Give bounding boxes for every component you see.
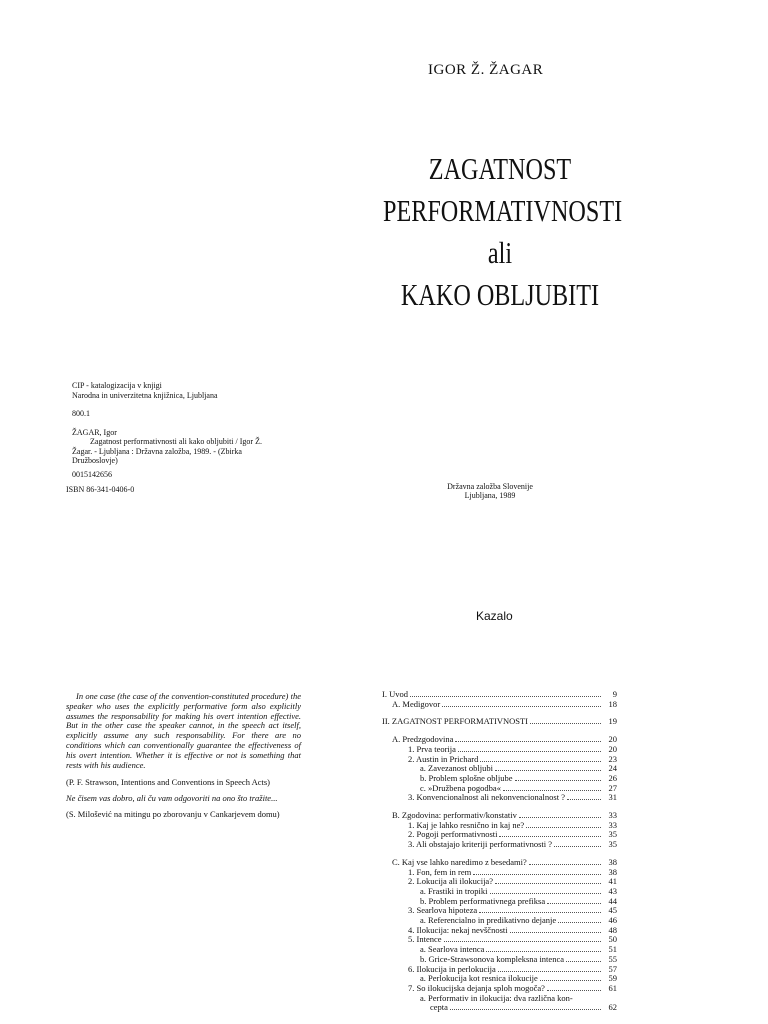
- toc-entry-page: 46: [608, 915, 617, 926]
- cip-line: CIP - katalogizacija v knjigi: [72, 381, 162, 390]
- toc-entry-title: 3. Konvencionalnost ali nekonvencionalnost ?: [408, 792, 565, 803]
- toc-dot-leader: [510, 931, 601, 933]
- toc-entry-page: 24: [608, 763, 617, 774]
- toc-entry-page: 33: [608, 810, 617, 821]
- toc-dot-leader: [495, 882, 601, 884]
- toc-dot-leader: [529, 863, 601, 865]
- toc-entry: [382, 793, 617, 803]
- toc-dot-leader: [547, 989, 601, 991]
- toc-entry-page: 45: [608, 905, 617, 916]
- toc-entry-title: b. Grice-Strawsonova kompleksna intenca: [420, 953, 564, 964]
- toc-entry: [382, 717, 617, 727]
- toc-dot-leader: [530, 722, 601, 724]
- toc-entry-title: cepta: [430, 1002, 448, 1013]
- toc-entry-page: 35: [608, 839, 617, 850]
- toc-dot-leader: [519, 816, 601, 818]
- toc-entry-title: 5. Intence: [408, 934, 442, 945]
- toc-entry-page: 38: [608, 856, 617, 867]
- toc-dot-leader: [515, 779, 601, 781]
- cip-number: 0015142656: [72, 469, 112, 479]
- epigraph-slovene: Ne čisem vas dobro, ali ču vam odgovoriti na ono što tražite...: [66, 793, 278, 804]
- epigraph-quote: In one case (the case of the convention-constituted procedure) the speaker who uses the explicitly performative form also explicitly assumes the responsability for making his overt intention effective. But in the other case the speaker cannot, in the speech act itself, explicitly assume any such responsability. For there are no conditions which can conventionally guarantee the effectiveness of his overt intention. Whether it is effective or not is something that rests with his audience.: [66, 691, 301, 770]
- toc-entry-title: 2. Lokucija ali ilokucija?: [408, 876, 493, 887]
- toc-entry-title: 2. Austin in Prichard: [408, 753, 479, 764]
- toc-entry-page: 48: [608, 924, 617, 935]
- toc-entry-title: 1. Kaj je lahko resnično in kaj ne?: [408, 819, 525, 830]
- toc-entry-title: 1. Fon, fem in rem: [408, 866, 472, 877]
- toc-entry-title: C. Kaj vse lahko naredimo z besedami?: [392, 856, 527, 867]
- toc-entry-title: B. Zgodovina: performativ/konstativ: [392, 810, 517, 821]
- toc-dot-leader: [495, 769, 601, 771]
- title-line: ali: [487, 235, 513, 270]
- toc-entry-page: 61: [608, 982, 617, 993]
- toc-entry: [382, 840, 617, 850]
- toc-dot-leader: [444, 940, 601, 942]
- toc-dot-leader: [547, 902, 601, 904]
- toc-entry-page: 27: [608, 782, 617, 793]
- toc-entry-title: 2. Pogoji performativnosti: [408, 829, 498, 840]
- toc-dot-leader: [480, 760, 601, 762]
- toc-entry-page: 19: [608, 716, 617, 727]
- cip-desc: Družboslovje): [72, 456, 118, 465]
- toc-dot-leader: [490, 892, 601, 894]
- contents-title: Kazalo: [476, 609, 513, 623]
- toc-dot-leader: [575, 1000, 601, 1001]
- toc-entry-title: a. Referencialno in predikativno dejanje: [420, 915, 557, 926]
- toc-entry-title: II. ZAGATNOST PERFORMATIVNOSTI: [382, 716, 529, 727]
- toc-entry: [382, 1003, 617, 1013]
- toc-entry-page: 57: [608, 963, 617, 974]
- toc-dot-leader: [503, 789, 601, 791]
- toc-entry-page: 43: [608, 885, 617, 896]
- publisher-info: [430, 482, 550, 500]
- toc-entry-title: b. Problem performativnega prefiksa: [420, 895, 546, 906]
- toc-entry-page: 55: [608, 953, 617, 964]
- toc-entry-page: 20: [608, 734, 617, 745]
- toc-entry-page: 26: [608, 772, 617, 783]
- toc-entry-title: 7. So ilokucijska dejanja sploh mogoča?: [408, 982, 545, 993]
- toc-dot-leader: [458, 750, 601, 752]
- toc-entry-page: 38: [608, 866, 617, 877]
- toc-entry-title: 6. Ilokucija in perlokucija: [408, 963, 496, 974]
- toc-dot-leader: [558, 921, 601, 923]
- epigraph-source: (P. F. Strawson, Intentions and Conventions in Speech Acts): [66, 777, 271, 788]
- cip-class: 800.1: [72, 409, 90, 418]
- toc-entry-page: 33: [608, 819, 617, 830]
- toc-entry-title: 1. Prva teorija: [408, 743, 456, 754]
- cip-desc: Žagar. - Ljubljana : Državna založba, 1989. - (Zbirka: [72, 446, 242, 456]
- cip-author: ŽAGAR, Igor: [72, 427, 117, 437]
- toc-entry: [382, 877, 617, 887]
- toc-entry: [382, 935, 617, 945]
- toc-entry-title: 3. Ali obstajajo kriteriji performativnosti ?: [408, 839, 552, 850]
- toc-dot-leader: [526, 826, 601, 828]
- cip-desc: Zagatnost performativnosti ali kako obljubiti / Igor Ž.: [90, 437, 262, 446]
- toc-dot-leader: [410, 695, 601, 697]
- epigraph-source: (S. Milošević na mitingu po zborovanju v Cankarjevem domu): [66, 808, 280, 819]
- epigraph: [66, 692, 301, 826]
- toc-dot-leader: [498, 970, 601, 972]
- toc-dot-leader: [455, 740, 601, 742]
- isbn: ISBN 86-341-0406-0: [66, 485, 135, 494]
- toc-entry-title: a. Perlokucija kot resnica ilokucije: [420, 973, 538, 984]
- toc-dot-leader: [499, 835, 601, 837]
- toc-entry: [382, 700, 617, 710]
- publisher-name: Državna založba Slovenije: [447, 482, 533, 491]
- title-line: ZAGATNOST: [428, 151, 572, 186]
- toc-entry-page: 18: [608, 698, 617, 709]
- toc-entry-page: 35: [608, 829, 617, 840]
- toc-entry-page: 41: [608, 876, 617, 887]
- toc-entry-page: 51: [608, 944, 617, 955]
- toc-dot-leader: [540, 979, 601, 981]
- toc-entry-title: 3. Searlova hipoteza: [408, 905, 478, 916]
- title-line: KAKO OBLJUBITI: [400, 277, 600, 312]
- author-name: IGOR Ž. ŽAGAR: [428, 62, 544, 78]
- toc-dot-leader: [450, 1008, 601, 1010]
- toc-entry-page: 44: [608, 895, 617, 906]
- toc-entry-title: A. Predzgodovina: [392, 734, 454, 745]
- toc-entry-page: 23: [608, 753, 617, 764]
- toc-dot-leader: [473, 873, 601, 875]
- cip-line: Narodna in univerzitetna knjižnica, Ljubljana: [72, 390, 218, 400]
- toc-entry-page: 9: [612, 689, 617, 699]
- toc-entry-page: 59: [608, 973, 617, 984]
- toc-dot-leader: [567, 798, 601, 800]
- toc-entry: [382, 994, 617, 1004]
- toc-entry-title: b. Problem splošne obljube: [420, 772, 513, 783]
- publisher-place-year: Ljubljana, 1989: [464, 491, 516, 500]
- toc-entry-page: 31: [608, 792, 617, 803]
- toc-entry-title: c. »Družbena pogodba«: [420, 782, 501, 793]
- toc-entry: [382, 755, 617, 765]
- toc-dot-leader: [486, 950, 601, 952]
- toc-entry-title: 4. Ilokucija: nekaj nevščnosti: [408, 924, 508, 935]
- toc-entry-title: a. Performativ in ilokucija: dva različna kon-: [420, 992, 573, 1003]
- toc-entry-title: a. Searlova intenca: [420, 944, 485, 955]
- toc-entry-title: a. Frastiki in tropiki: [420, 885, 488, 896]
- book-title: [383, 148, 623, 316]
- toc-entry-title: I. Uvod: [382, 689, 408, 699]
- toc-entry-title: A. Medigovor: [392, 698, 441, 709]
- toc-dot-leader: [566, 960, 601, 962]
- toc-dot-leader: [554, 845, 601, 847]
- table-of-contents: [382, 690, 617, 1013]
- toc-entry-page: 20: [608, 743, 617, 754]
- title-line: PERFORMATIVNOSTI: [383, 193, 623, 228]
- toc-entry-title: a. Zavezanost obljubi: [420, 763, 493, 774]
- toc-dot-leader: [442, 705, 601, 707]
- toc-entry-page: 62: [608, 1002, 617, 1013]
- cip-record: [72, 381, 282, 479]
- toc-entry-page: 50: [608, 934, 617, 945]
- toc-dot-leader: [479, 911, 601, 913]
